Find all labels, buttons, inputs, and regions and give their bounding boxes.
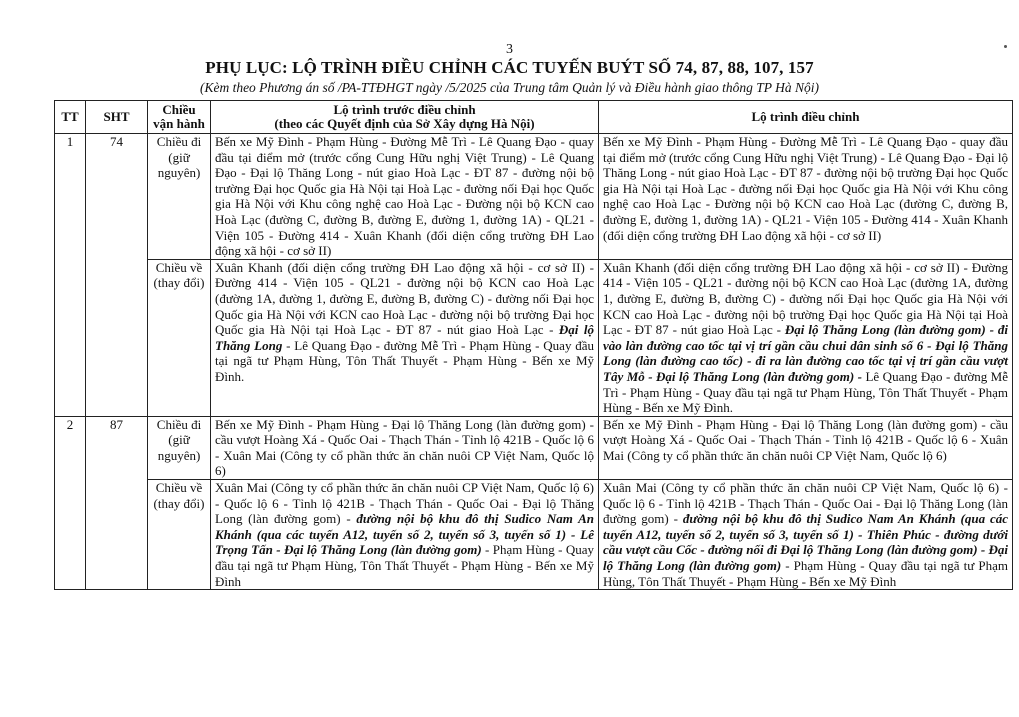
header-route-before-line1: Lộ trình trước điều chỉnh (333, 102, 476, 117)
row-route-number: 87 (86, 416, 148, 590)
route-before-cell: Bến xe Mỹ Đình - Phạm Hùng - Đại lộ Thăng Long (làn đường gom) - cầu vượt Hoàng Xá - Quốc Oai - Thạch Thán - Tỉnh lộ 421B - Quốc lộ 6 - Xuân Mai (Công ty cổ phần thức ăn chăn nuôi CP Việt Nam, Quốc lộ 6) (211, 416, 599, 479)
header-tt: TT (55, 101, 86, 134)
route-text: - Lê Quang Đạo - đường Mễ Trì - Phạm Hùng - Quay đầu tại ngã tư Phạm Hùng, Tôn Thất Thuyết - Phạm Hùng - Bến xe Mỹ Đình. (215, 337, 594, 384)
row-direction: Chiều về (thay đổi) (148, 480, 211, 590)
route-text-changed: Đại lộ Thăng Long (làn đường gom) - đi vào làn đường cao tốc tại vị trí gần cầu chui dân sinh số 6 - Đại lộ Thăng Long (làn đường cao tốc) - đi ra làn đường cao tốc tại vị trí gần cầu vượt Tây Mỗ - Đại lộ Thăng Long (làn đường gom) - (603, 322, 1008, 384)
row-tt: 1 (55, 134, 86, 417)
route-text: Xuân Mai (Công ty cổ phần thức ăn chăn nuôi CP Việt Nam, Quốc lộ 6) - Quốc lộ 6 - Tỉnh lộ 421B - Thạch Thán - Quốc Oai - Đại lộ Thăng Long (làn đường gom) - (603, 480, 1008, 527)
route-text: - Phạm Hùng - Quay đầu tại ngã tư Phạm Hùng, Tôn Thất Thuyết - Phạm Hùng - Bến xe Mỹ Đình (215, 542, 594, 589)
route-after-cell (599, 259, 1013, 416)
row-tt: 2 (55, 416, 86, 590)
row-route-number: 74 (86, 134, 148, 417)
header-route-before (211, 101, 599, 134)
page-number: 3 (506, 42, 513, 57)
route-text: Xuân Mai (Công ty cổ phần thức ăn chăn nuôi CP Việt Nam, Quốc lộ 6) - Quốc lộ 6 - Tỉnh lộ 421B - Thạch Thán - Quốc Oai - Đại lộ Thăng Long (làn đường gom) - (215, 480, 594, 527)
table-row (55, 134, 1013, 260)
header-sht: SHT (86, 101, 148, 134)
row-direction: Chiều về (thay đổi) (148, 259, 211, 416)
route-before-cell: Bến xe Mỹ Đình - Phạm Hùng - Đường Mễ Trì - Lê Quang Đạo - quay đầu tại điểm mở (trước cổng Cung Hữu nghị Việt Trung) - Lê Quang Đạo - Đại lộ Thăng Long - nút giao Hoà Lạc - ĐT 87 - đường nội bộ trường Đại học Quốc gia Hà Nội tại Hoà Lạc - đường nối Đại học Quốc gia Hà Nội với Khu công nghệ cao Hoà Lạc - Đường nội bộ KCN cao Hoà Lạc (đường C, đường B, đường E, đường 1, đường 1A) - QL21 - Viện 105 - Đường 414 - Xuân Khanh (đối diện cổng trường ĐH Lao động xã hội - cơ sở II) (211, 134, 599, 260)
header-route-after: Lộ trình điều chỉnh (599, 101, 1013, 134)
route-after-cell: Bến xe Mỹ Đình - Phạm Hùng - Đường Mễ Trì - Lê Quang Đạo - quay đầu tại điểm mở (trước cổng Cung Hữu nghị Việt Trung) - Lê Quang Đạo - Đại lộ Thăng Long - nút giao Hoà Lạc - ĐT 87 - đường nội bộ trường Đại học Quốc gia Hà Nội tại Hoà Lạc - đường nối Đại học Quốc gia Hà Nội với Khu công nghệ cao Hoà Lạc - Đường nội bộ KCN cao Hoà Lạc (đường C, đường B, đường E, đường 1, đường 1A) - QL21 - Viện 105 - Đường 414 - Xuân Khanh (đối diện cổng trường ĐH Lao động xã hội - cơ sở II) (599, 134, 1013, 260)
header-route-before-line2: (theo các Quyết định của Sở Xây dựng Hà Nội) (274, 116, 535, 131)
route-after-cell (599, 480, 1013, 590)
route-adjustment-table (54, 100, 1013, 590)
route-text: Xuân Khanh (đối diện cổng trường ĐH Lao động xã hội - cơ sở II) - Đường 414 - Viện 105 - QL21 - đường nội bộ KCN cao Hoà Lạc (đường 1A, đường 1, đường E, đường B, đường C) - đường nối Đại học Quốc gia Hà Nội với KCN cao Hoà Lạc - đường nội bộ trường Đại học Quốc gia Hà Nội tại Hoà Lạc - ĐT 87 - nút giao Hoà Lạc - (603, 259, 1008, 338)
table-row (55, 416, 1013, 479)
header-direction: Chiều vận hành (148, 101, 211, 134)
route-text-changed: Đại lộ Thăng Long (215, 322, 594, 353)
route-text: Xuân Khanh (đối diện cổng trường ĐH Lao động xã hội - cơ sở II) - Đường 414 - Viện 105 - QL21 - đường nội bộ KCN cao Hoà Lạc (đường 1A, đường 1, đường E, đường B, đường C) - đường nối Đại học Quốc gia Hà Nội với KCN cao Hoà Lạc - đường nội bộ trường Đại học Quốc gia Hà Nội tại Hoà Lạc - ĐT 87 - nút giao Hoà Lạc - (215, 259, 594, 338)
row-direction: Chiều đi (giữ nguyên) (148, 134, 211, 260)
table-row (55, 259, 1013, 416)
row-direction: Chiều đi (giữ nguyên) (148, 416, 211, 479)
route-before-cell (211, 259, 599, 416)
route-text: Lê Quang Đạo - đường Mễ Trì - Phạm Hùng - Quay đầu tại ngã tư Phạm Hùng, Tôn Thất Thuyết - Phạm Hùng - Bến xe Mỹ Đình. (603, 368, 1008, 416)
route-text: - Phạm Hùng - Quay đầu tại ngã tư Phạm Hùng, Tôn Thất Thuyết - Phạm Hùng - Bến xe Mỹ Đình (603, 558, 1008, 589)
route-before-cell (211, 480, 599, 590)
scan-speck (1004, 45, 1007, 48)
table-row (55, 480, 1013, 590)
document-title: PHỤ LỤC: LỘ TRÌNH ĐIỀU CHỈNH CÁC TUYẾN BUÝT SỐ 74, 87, 88, 107, 157 (205, 58, 814, 77)
route-text-changed: đường nội bộ khu đô thị Sudico Nam An Khánh (qua các tuyến A12, tuyến số 2, tuyến số 3, tuyến số 1) - Thiên Phúc - đường dưới cầu vượt cầu Cốc - đường nối đi Đại lộ Thăng Long (làn đường gom) - Đại lộ Thăng Long (làn đường gom) (603, 511, 1008, 574)
route-after-cell: Bến xe Mỹ Đình - Phạm Hùng - Đại lộ Thăng Long (làn đường gom) - cầu vượt Hoàng Xá - Quốc Oai - Thạch Thán - Tỉnh lộ 421B - Quốc lộ 6 - Xuân Mai (Công ty cổ phần thức ăn chăn nuôi CP Việt Nam, Quốc lộ 6) (599, 416, 1013, 479)
table-header-row (55, 101, 1013, 134)
document-subtitle: (Kèm theo Phương án số /PA-TTĐHGT ngày /5/2025 của Trung tâm Quản lý và Điều hành giao thông TP Hà Nội) (199, 80, 820, 95)
route-text-changed: đường nội bộ khu đô thị Sudico Nam An Khánh (qua các tuyến A12, tuyến số 2, tuyến số 3, tuyến số 1) - Lê Trọng Tấn - Đại lộ Thăng Long (làn đường gom) (215, 511, 594, 558)
